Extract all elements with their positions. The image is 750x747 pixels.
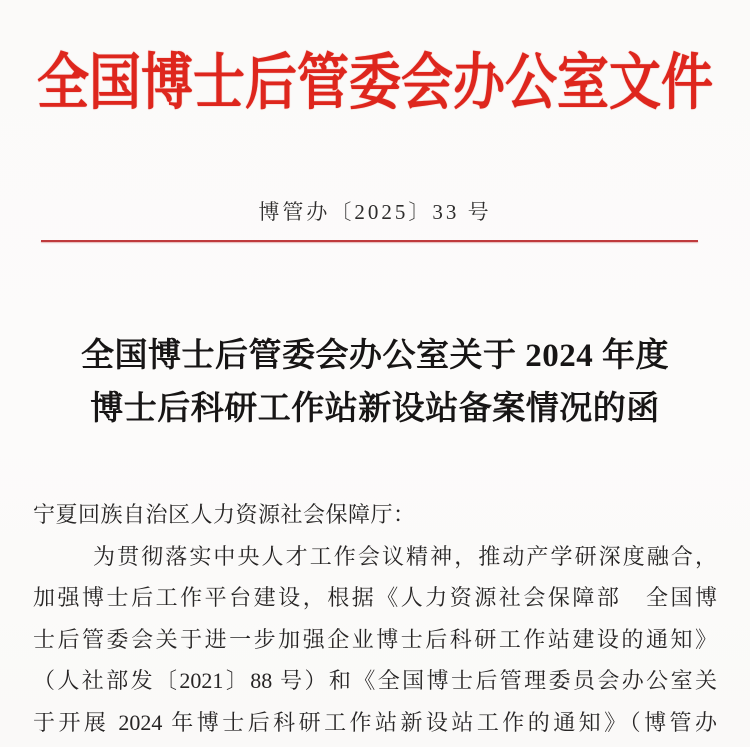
- body-line: 士后管委会关于进一步加强企业博士后科研工作站建设的通知》: [33, 626, 717, 652]
- salutation-line: 宁夏回族自治区人力资源社会保障厅：: [33, 502, 416, 527]
- body-line: 加强博士后工作平台建设，根据《人力资源社会保障部 全国博: [33, 585, 717, 610]
- body-line: 为贯彻落实中央人才工作会议精神，推动产学研深度融合，: [93, 543, 717, 569]
- body-line: 于开展 2024 年博士后科研工作站新设站工作的通知》（博管办: [33, 709, 717, 735]
- document-title: [0, 330, 750, 436]
- red-header-banner: [0, 42, 750, 117]
- body-line: （人社部发〔2021〕88 号）和《全国博士后管理委员会办公室关: [33, 668, 717, 693]
- red-header-banner-text: 全国博士后管委会办公室文件: [36, 49, 713, 117]
- document-reference-number: 博管办〔2025〕33 号: [258, 200, 492, 224]
- red-separator-line: [41, 240, 698, 242]
- document-body: [33, 494, 717, 743]
- document-title-line-1: 全国博士后管委会办公室关于 2024 年度: [81, 338, 669, 374]
- document-title-line-2: 博士后科研工作站新设站备案情况的函: [90, 391, 660, 427]
